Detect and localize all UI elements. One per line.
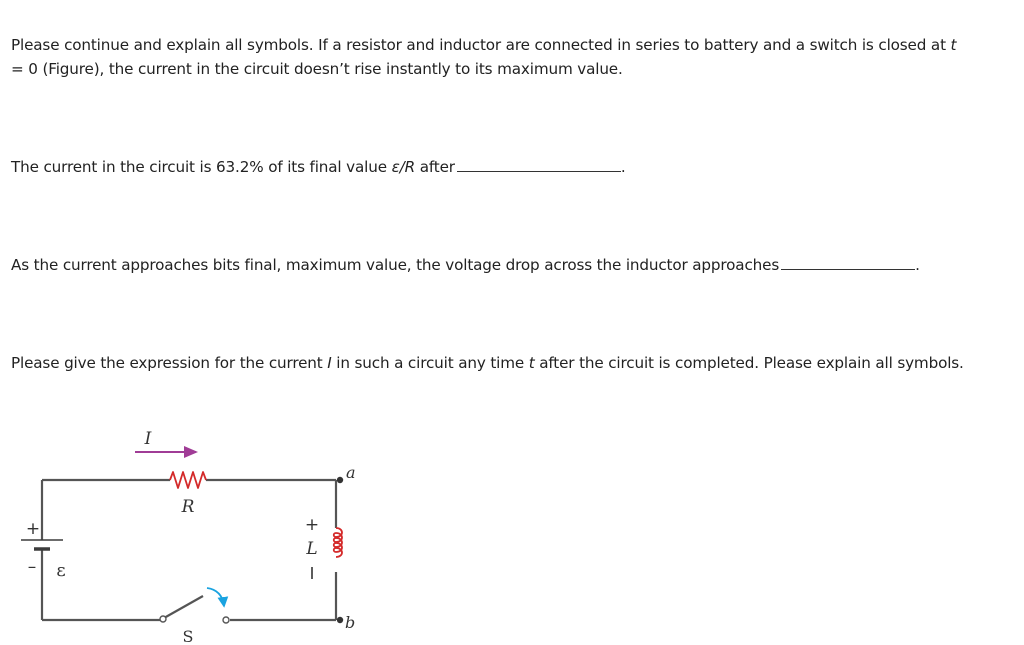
battery-symbol: [21, 540, 63, 549]
resistor-symbol: [170, 472, 206, 488]
question-text: Please give the expression for the current: [11, 354, 328, 372]
battery-minus-sign: –: [27, 557, 37, 577]
emf-label: ε: [56, 560, 66, 581]
node-b-label: b: [345, 613, 356, 632]
node-b-dot: [337, 617, 343, 623]
inductor-coil: [334, 528, 342, 557]
switch-symbol: [160, 596, 229, 623]
question-text: after: [415, 158, 455, 176]
variable-t: t: [950, 36, 957, 54]
answer-blank-2[interactable]: [781, 254, 915, 270]
resistor-label: R: [181, 497, 195, 517]
switch-closing-arrow: [207, 588, 224, 606]
question-paragraph-4: [11, 351, 969, 375]
period: .: [915, 256, 920, 274]
current-label: I: [144, 429, 152, 449]
question-text: = 0 (Figure), the current in the circuit doesn’t rise instantly to its maximum value.: [11, 60, 623, 78]
answer-blank-1[interactable]: [457, 156, 621, 172]
period: .: [620, 158, 626, 176]
question-text: in such a circuit any time: [331, 354, 529, 372]
rl-circuit-diagram: [0, 418, 380, 645]
question-text: The current in the circuit is 63.2% of its final value: [11, 158, 392, 176]
inductor-label: L: [306, 539, 318, 559]
variable-t: t: [528, 354, 535, 372]
battery-plus-sign: +: [25, 519, 41, 539]
variable-emf-over-r: ε/R: [391, 158, 416, 176]
switch-label: S: [182, 627, 194, 645]
inductor-plus-sign: +: [304, 515, 320, 535]
node-a-label: a: [346, 463, 356, 482]
question-text: Please continue and explain all symbols. If a resistor and inductor are connected in series to battery and a switch is closed at: [11, 36, 951, 54]
node-a-dot: [337, 477, 343, 483]
variable-current: I: [327, 354, 332, 372]
question-text: As the current approaches bits final, maximum value, the voltage drop across the inductor approaches: [11, 256, 780, 274]
question-paragraph-2: [11, 155, 969, 179]
question-paragraph-1: [11, 33, 969, 81]
question-paragraph-3: [11, 253, 969, 277]
question-text: after the circuit is completed. Please explain all symbols.: [534, 354, 964, 372]
